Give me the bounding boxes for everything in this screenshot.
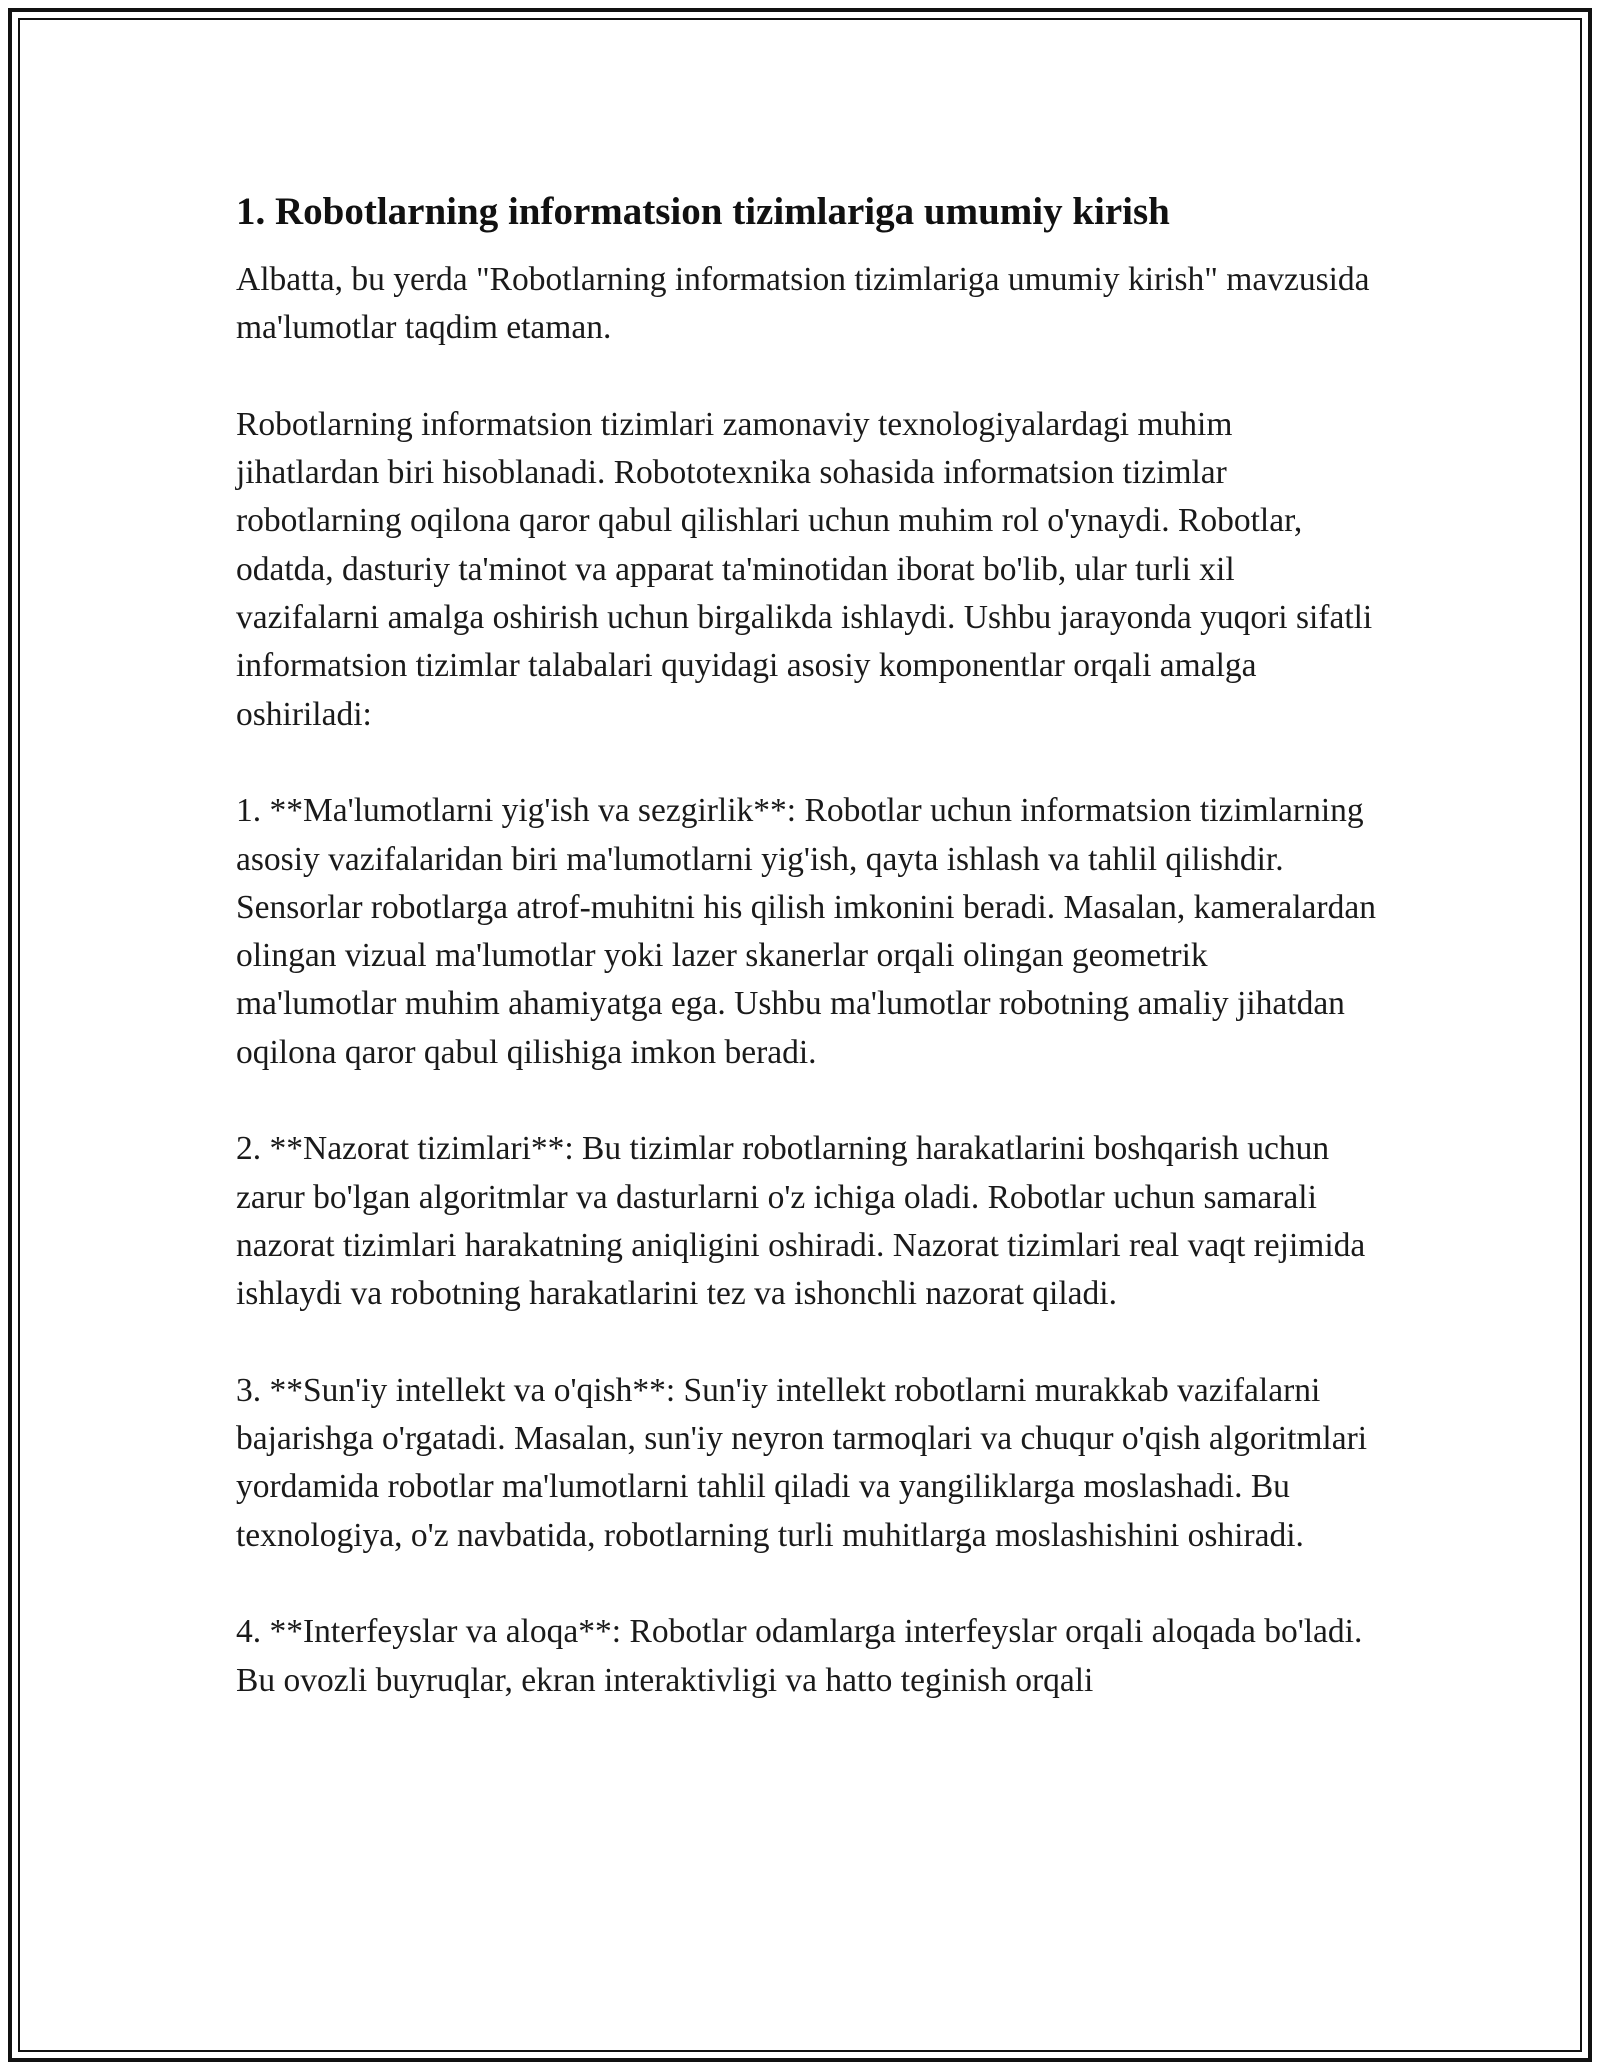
- list-item-data-collection: 1. **Ma'lumotlarni yig'ish va sezgirlik**: Robotlar uchun informatsion tizimlarning asosiy vazifalaridan biri ma'lumotlarni yig'ish, qayta ishlash va tahlil qilishdir. Sensorlar robotlarga atrof-muhitni his qilish imkonini beradi. Masalan, kameralardan olingan vizual ma'lumotlar yoki lazer skanerlar orqali olingan geometrik ma'lumotlar muhim ahamiyatga ega. Ushbu ma'lumotlar robotning amaliy jihatdan oqilona qaror qabul qilishiga imkon beradi.: [236, 792, 1376, 1071]
- list-item-interfaces: 4. **Interfeyslar va aloqa**: Robotlar odamlarga interfeyslar orqali aloqada bo'ladi. Bu ovozli buyruqlar, ekran interaktivligi va hatto teginish orqali: [236, 1613, 1363, 1699]
- overview-paragraph: Robotlarning informatsion tizimlari zamonaviy texnologiyalardagi muhim jihatlardan biri hisoblanadi. Robototexnika sohasida informatsion tizimlar robotlarning oqilona qaror qabul qilishlari uchun muhim rol o'ynaydi. Robotlar, odatda, dasturiy ta'minot va apparat ta'minotidan iborat bo'lib, ular turli xil vazifalarni amalga oshirish uchun birgalikda ishlaydi. Ushbu jarayonda yuqori sifatli informatsion tizimlar talabalari quyidagi asosiy komponentlar orqali amalga oshiriladi:: [236, 405, 1373, 733]
- intro-paragraph: Albatta, bu yerda "Robotlarning informatsion tizimlariga umumiy kirish" mavzusida ma'lumotlar taqdim etaman.: [236, 261, 1370, 347]
- list-item-artificial-intelligence: 3. **Sun'iy intellekt va o'qish**: Sun'iy intellekt robotlarni murakkab vazifalarni bajarishga o'rgatadi. Masalan, sun'iy neyron tarmoqlari va chuqur o'qish algoritmlari yordamida robotlar ma'lumotlarni tahlil qiladi va yangiliklarga moslashadi. Bu texnologiya, o'z navbatida, robotlarning turli muhitlarga moslashishini oshiradi.: [236, 1371, 1368, 1554]
- list-item-control-systems: 2. **Nazorat tizimlari**: Bu tizimlar robotlarning harakatlarini boshqarish uchun zarur bo'lgan algoritmlar va dasturlarni o'z ichiga oladi. Robotlar uchun samarali nazorat tizimlari harakatning aniqligini oshiradi. Nazorat tizimlari real vaqt rejimida ishlaydi va robotning harakatlarini tez va ishonchli nazorat qiladi.: [236, 1130, 1366, 1313]
- document-body: [236, 186, 1376, 1705]
- section-heading: 1. Robotlarning informatsion tizimlariga umumiy kirish: [236, 190, 1170, 233]
